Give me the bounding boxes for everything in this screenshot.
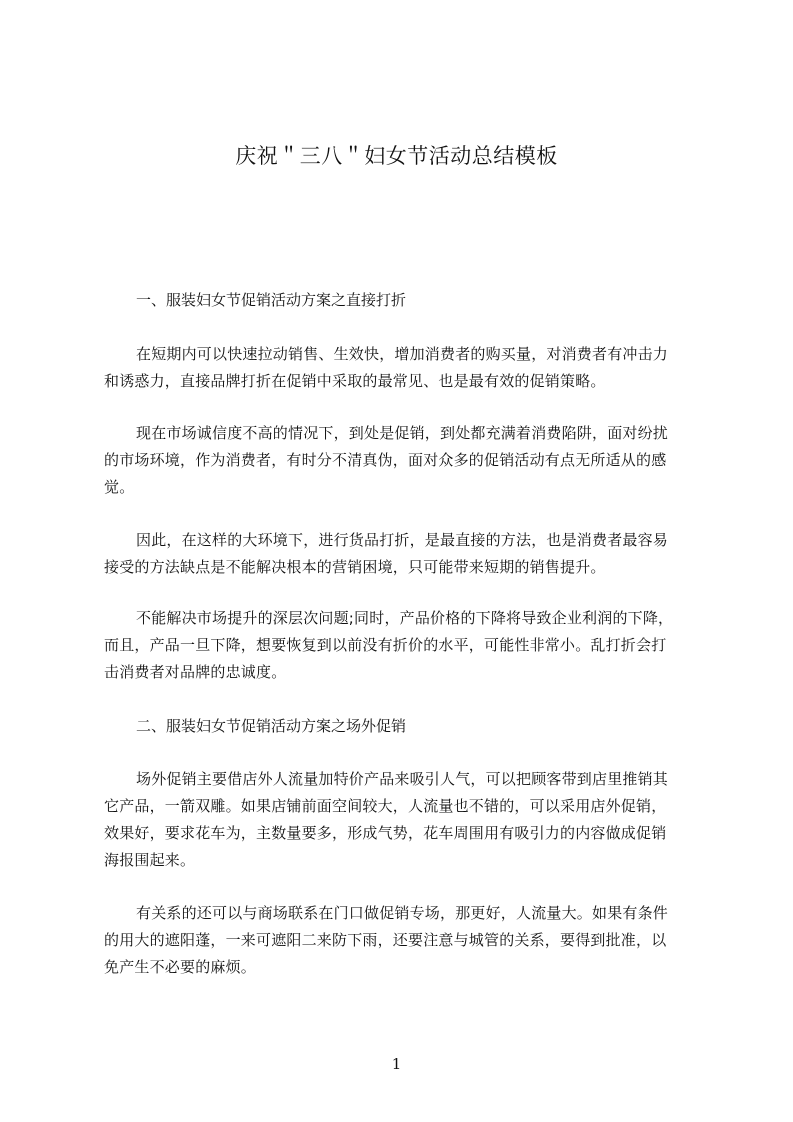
page-number: 1 [391,1055,402,1073]
paragraph-line: 免产生不必要的麻烦。 [104,958,257,976]
paragraph-line: 击消费者对品牌的忠诚度。 [104,663,287,681]
paragraph-line: 有关系的还可以与商场联系在门口做促销专场，那更好，人流量大。如果有条件 [136,904,669,922]
paragraph-line: 不能解决市场提升的深层次问题;同时，产品价格的下降将导致企业利润的下降， [136,609,674,627]
paragraph [104,605,700,686]
paragraph [104,341,700,395]
section-heading-2: 二、服装妇女节促销活动方案之场外促销 [136,717,407,735]
paragraph-line: 觉。 [104,478,135,496]
paragraph-line: 海报围起来。 [104,851,196,869]
paragraph-line: 场外促销主要借店外人流量加特价产品来吸引人气，可以把顾客带到店里推销其 [136,770,669,788]
paragraph-line: 的用大的遮阳蓬，一来可遮阳二来防下雨，还要注意与城管的关系，要得到批准，以 [104,931,667,949]
paragraph [104,766,700,874]
paragraph-line: 它产品，一箭双雕。如果店铺前面空间较大，人流量也不错的，可以采用店外促销， [104,797,667,815]
paragraph [104,900,700,981]
section-heading-1: 一、服装妇女节促销活动方案之直接打折 [136,291,407,309]
paragraph-line: 效果好，要求花车为，主数量要多，形成气势，花车周围用有吸引力的内容做成促销 [104,824,667,842]
paragraph-line: 现在市场诚信度不高的情况下，到处是促销，到处都充满着消费陷阱，面对纷扰 [136,424,669,442]
paragraph-line: 而且，产品一旦下降，想要恢复到以前没有折价的水平，可能性非常小。乱打折会打 [104,636,667,654]
paragraph-line: 在短期内可以快速拉动销售、生效快，增加消费者的购买量，对消费者有冲击力 [136,345,669,363]
paragraph-line: 接受的方法缺点是不能解决根本的营销困境，只可能带来短期的销售提升。 [104,558,606,576]
paragraph-line: 因此，在这样的大环境下，进行货品打折，是最直接的方法，也是消费者最容易 [136,531,669,549]
document-title: 庆祝＂三八＂妇女节活动总结模板 [235,144,558,168]
paragraph-line: 和诱惑力，直接品牌打折在促销中采取的最常见、也是最有效的促销策略。 [104,372,606,390]
paragraph [104,527,700,581]
paragraph [104,420,700,501]
paragraph-line: 的市场环境，作为消费者，有时分不清真伪，面对众多的促销活动有点无所适从的感 [104,451,667,469]
